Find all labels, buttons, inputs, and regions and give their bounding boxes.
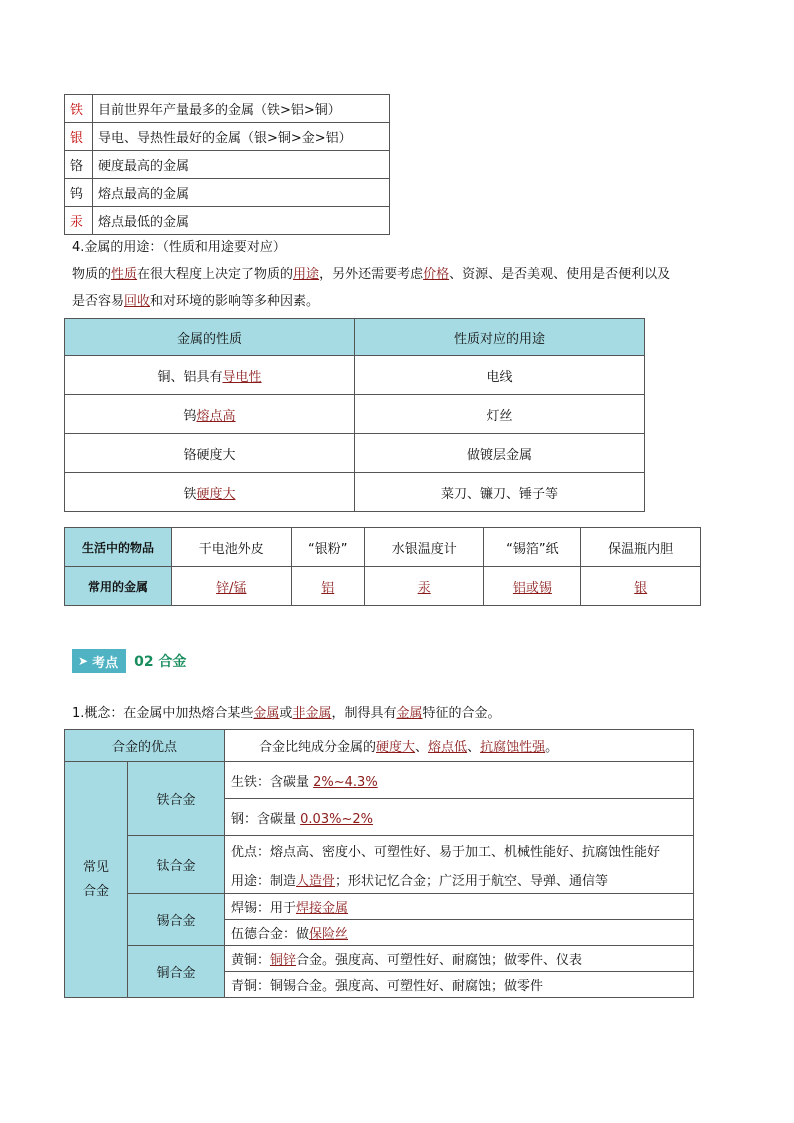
table-row	[65, 207, 390, 235]
metal-name: 铬	[65, 151, 93, 179]
detail-cell: 生铁：含碳量 2%~4.3%	[225, 762, 694, 799]
text: ，另外还需要考虑	[319, 267, 424, 282]
item-cell: 水银温度计	[364, 528, 484, 567]
row-label: 常见合金	[65, 762, 128, 998]
detail-cell: 青铜：铜锡合金。强度高、可塑性好、耐腐蚀；做零件	[225, 972, 694, 998]
property-cell: 钨熔点高	[65, 395, 355, 434]
table-row	[65, 946, 694, 972]
column-header: 金属的性质	[65, 319, 355, 356]
table-row	[65, 151, 390, 179]
alloy-type-label: 铜合金	[128, 946, 225, 998]
section-title: 02 合金	[134, 654, 187, 670]
answer-text: 性质	[111, 267, 138, 282]
uses-paragraph-line1	[72, 263, 670, 282]
detail-cell: 钢：含碳量 0.03%~2%	[225, 799, 694, 836]
item-cell: 干电池外皮	[172, 528, 292, 567]
metal-facts-table	[64, 94, 390, 235]
table-row	[65, 762, 694, 799]
metal-cell: 汞	[364, 567, 484, 606]
table-row	[65, 356, 645, 395]
column-header: 性质对应的用途	[355, 319, 645, 356]
concept-line: 1.概念：在金属中加热熔合某些金属或非金属，制得具有金属特征的合金。	[72, 706, 501, 721]
alloy-type-label: 铁合金	[128, 762, 225, 836]
table-header-row	[65, 319, 645, 356]
detail-cell: 黄铜：铜锌合金。强度高、可塑性好、耐腐蚀；做零件、仪表	[225, 946, 694, 972]
use-cell: 菜刀、镰刀、锤子等	[355, 473, 645, 512]
table-row	[65, 730, 694, 762]
metal-cell: 银	[581, 567, 701, 606]
metal-cell: 铝或锡	[484, 567, 581, 606]
property-cell: 铬硬度大	[65, 434, 355, 473]
metal-desc: 目前世界年产量最多的金属（铁>铝>铜）	[93, 95, 390, 123]
section-badge	[72, 649, 126, 673]
property-use-table	[64, 318, 645, 512]
advantage-cell: 合金比纯成分金属的硬度大、熔点低、抗腐蚀性强。	[225, 730, 694, 762]
table-row	[65, 528, 701, 567]
arrow-right-icon: ➤	[78, 654, 89, 668]
table-row	[65, 434, 645, 473]
metal-desc: 熔点最低的金属	[93, 207, 390, 235]
text: 、资源、是否美观、使用是否便利以及	[449, 267, 671, 282]
text: 是否容易	[72, 294, 125, 309]
metal-name: 汞	[65, 207, 93, 235]
table-row	[65, 473, 645, 512]
answer-text: 价格	[423, 267, 450, 282]
alloy-type-label: 钛合金	[128, 836, 225, 894]
section-header	[72, 649, 186, 673]
row-label: 合金的优点	[65, 730, 225, 762]
detail-cell: 伍德合金：做保险丝	[225, 920, 694, 946]
uses-paragraph-line2	[72, 290, 319, 309]
metal-desc: 熔点最高的金属	[93, 179, 390, 207]
metal-name: 钨	[65, 179, 93, 207]
badge-label: 考点	[92, 655, 119, 671]
property-cell: 铜、铝具有导电性	[65, 356, 355, 395]
metal-cell: 锌/锰	[172, 567, 292, 606]
detail-cell: 优点：熔点高、密度小、可塑性好、易于加工、机械性能好、抗腐蚀性能好	[225, 836, 694, 866]
alloy-type-label: 锡合金	[128, 894, 225, 946]
use-cell: 做镀层金属	[355, 434, 645, 473]
table-row	[65, 123, 390, 151]
answer-text: 回收	[124, 294, 151, 309]
metal-name: 银	[65, 123, 93, 151]
detail-cell: 焊锡：用于焊接金属	[225, 894, 694, 920]
row-label: 常用的金属	[65, 567, 172, 606]
table-row	[65, 395, 645, 434]
item-cell: 保温瓶内胆	[581, 528, 701, 567]
item-cell: “银粉”	[291, 528, 364, 567]
property-cell: 铁硬度大	[65, 473, 355, 512]
item-cell: “锡箔”纸	[484, 528, 581, 567]
uses-heading: 4.金属的用途：（性质和用途要对应）	[72, 240, 286, 255]
metal-cell: 铝	[291, 567, 364, 606]
table-row	[65, 95, 390, 123]
text: 物质的	[72, 267, 112, 282]
text: 在很大程度上决定了物质的	[137, 267, 294, 282]
detail-cell: 用途：制造人造骨；形状记忆合金；广泛用于航空、导弹、通信等	[225, 866, 694, 894]
daily-metals-table	[64, 527, 701, 606]
row-label: 生活中的物品	[65, 528, 172, 567]
answer-text: 用途	[293, 267, 320, 282]
metal-name: 铁	[65, 95, 93, 123]
text: 和对环境的影响等多种因素。	[150, 294, 320, 309]
table-row	[65, 894, 694, 920]
metal-desc: 硬度最高的金属	[93, 151, 390, 179]
table-row	[65, 179, 390, 207]
table-row	[65, 567, 701, 606]
metal-desc: 导电、导热性最好的金属（银>铜>金>铝）	[93, 123, 390, 151]
use-cell: 灯丝	[355, 395, 645, 434]
use-cell: 电线	[355, 356, 645, 395]
alloy-table	[64, 729, 694, 998]
table-row	[65, 836, 694, 866]
